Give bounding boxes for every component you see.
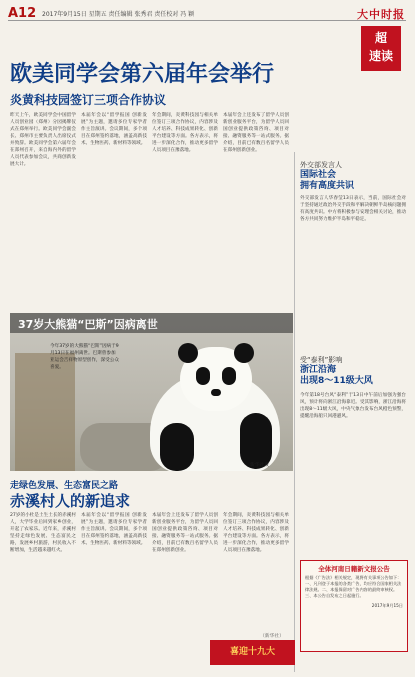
right-article-2-headline-line1: 浙江沿海 bbox=[300, 365, 337, 375]
notice-box bbox=[300, 560, 408, 652]
second-article-column-4: 年会期间，炎黄科技园与相关单位签订三项合作协议，内容涉及人才培养、科技成果转化、创新平台建设等方面。各方表示，将进一步深化合作，推动更多留学人员项目在豫落地。 bbox=[223, 513, 289, 553]
right-article-1-headline-line2: 拥有高度共识 bbox=[300, 181, 355, 191]
second-article-byline: （新华社） bbox=[260, 634, 284, 639]
right-article-2-headline-line2: 出现8～11级大风 bbox=[300, 376, 373, 386]
article-column-3: 年会期间，炎黄科技园与相关单位签订三项合作协议，内容涉及人才培养、科技成果转化、创新平台建设等方面。各方表示，将进一步深化合作，推动更多留学人员项目在豫落地。 bbox=[152, 113, 218, 153]
notice-body: 根据《广告法》相关规定，现将有关事项公告如下：一、凡刊登于本报的各类广告，均应符合国家相关法律法规。二、本报保留对广告内容的最终审核权。三、本公告自发布之日起施行。 bbox=[305, 575, 402, 598]
notice-date: 2017年9月15日 bbox=[371, 603, 403, 608]
article-column-4: 本届年会上还发布了留学人员创新创业服务平台，为留学人员回国创业提供政策咨询、项目对接、融资服务等一站式服务。据介绍，目前已有数百名留学人员在郑州创新创业。 bbox=[223, 113, 289, 153]
notice-title: 全体河南日籍新文报公告 bbox=[318, 565, 390, 573]
second-article-kicker: 走绿色发展、生态富民之路 bbox=[10, 481, 119, 491]
right-article-2-headline bbox=[300, 365, 405, 387]
photo-caption: 37岁大熊猫“巴斯”因病离世 bbox=[18, 318, 158, 331]
second-article-headline: 赤溪村人的新追求 bbox=[10, 492, 131, 510]
panda-ear bbox=[178, 343, 198, 363]
article-column-2: 本届年会以“留学报国 创新发展”为主题，邀请多位专家学者作主旨演讲。会议期间，多个项目在郑州签约落地，涵盖高新技术、生物医药、新材料等领域。 bbox=[81, 113, 147, 146]
section-label-line2: 速读 bbox=[368, 49, 393, 63]
right-article-1-headline bbox=[300, 170, 405, 192]
panda-ear bbox=[234, 343, 254, 363]
panda-leg bbox=[160, 423, 194, 471]
second-article-column-2: 本届年会以“留学报国 创新发展”为主题，邀请多位专家学者作主旨演讲。会议期间，多个项目在郑州签约落地，涵盖高新技术、生物医药、新材料等领域。 bbox=[81, 513, 147, 546]
section-brand bbox=[355, 6, 407, 76]
second-article-column-3: 本届年会上还发布了留学人员创新创业服务平台，为留学人员回国创业提供政策咨询、项目对接、融资服务等一站式服务。据介绍，目前已有数百名留学人员在郑州创新创业。 bbox=[152, 513, 218, 553]
right-article-1-headline-line1: 国际社会 bbox=[300, 170, 337, 180]
panda-eye bbox=[196, 367, 210, 385]
main-headline: 欧美同学会第六届年会举行 bbox=[10, 62, 275, 87]
photo-side-text: 今年37岁的大熊猫“巴斯”因病于9月13日在福州离世。巴斯曾参加亚运会吉祥物原型创作，深受公众喜爱。 bbox=[50, 344, 119, 370]
right-article-2-body: 今年第18号台风“泰利”于13日中午前后加强为强台风，预计将向浙江沿海靠近。受其影响，浙江沿海将出现8～11级大风，中央气象台发布台风橙色预警，提醒沿海船只回港避风。 bbox=[300, 393, 406, 419]
dateline: 2017年9月15日 星期五 责任编辑 张秀君 责任校对 冯 颖 bbox=[42, 11, 195, 18]
panda-photo bbox=[10, 313, 293, 471]
right-article-1-kicker: 外交部发言人 bbox=[300, 161, 342, 169]
article-column-1: 昨天上午，欧美同学会中国留学人员创业园（郑州）分园揭牌仪式在郑州举行。欧美同学会副会长、郑州市主要负责人出席仪式并致辞。欧美同学会第六届年会在郑州召开，来自海内外的留学人员代表参加会议，共商创新发展大计。 bbox=[10, 113, 76, 167]
main-subheadline: 炎黄科技园签订三项合作协议 bbox=[10, 93, 167, 107]
page-header bbox=[8, 6, 406, 21]
brand-name: 大中时报 bbox=[357, 8, 405, 21]
panda-eye bbox=[222, 367, 236, 385]
page-number: A12 bbox=[8, 6, 37, 21]
section-label bbox=[361, 26, 401, 71]
second-article-column-1: 27岁的小杜是土生土长的赤溪村人，大学毕业后回到家乡创业，开起了农家乐。近年来，赤溪村坚持走绿色发展、生态富民之路，发展乡村旅游，村民收入不断增加，生活越来越红火。 bbox=[10, 513, 76, 553]
right-article-1-body: 外交部发言人华春莹13日表示，当前，国际社会对于坚持通过政治外交手段和平解决朝鲜半岛核问题拥有高度共识。中方将积极参与安理会相关讨论，推动各方共同努力维护半岛和平稳定。 bbox=[300, 196, 406, 222]
photo-credit: 新华社发 bbox=[250, 463, 270, 468]
celebration-banner: 喜迎十九大 bbox=[210, 640, 295, 665]
section-label-line1: 超 bbox=[374, 31, 387, 45]
column-divider bbox=[294, 152, 295, 672]
right-article-2-kicker: 受“泰利”影响 bbox=[300, 356, 343, 364]
panda-nose bbox=[211, 389, 221, 396]
